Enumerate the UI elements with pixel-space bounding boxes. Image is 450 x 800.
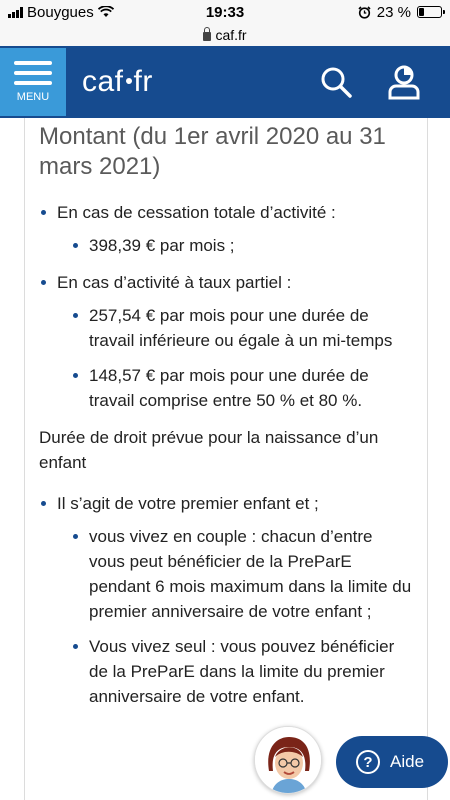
clock: 19:33: [205, 4, 245, 21]
page-title: Montant (du 1er avril 2020 au 31 mars 2021): [39, 123, 386, 180]
help-label: Aide: [390, 752, 425, 771]
menu-label: MENU: [16, 91, 50, 103]
url-domain: caf.fr: [215, 27, 247, 43]
account-button[interactable]: [386, 64, 422, 100]
battery-icon: [417, 6, 442, 18]
duration-list: [39, 491, 413, 709]
header-actions: [318, 46, 422, 118]
hamburger-icon: [14, 61, 52, 85]
assistant-avatar[interactable]: [254, 726, 322, 794]
question-icon: ?: [356, 750, 380, 774]
status-left: [8, 4, 114, 21]
list-item: Il s’agit de votre premier enfant et ; vous vivez en couple : chacun d’entre vous peut bénéficier de la PreParE pendant 6 mois maximum dans la limite du premier anniversaire de votre enfant ; Vous vivez seul : vous pouvez bénéficier de la PreParE dans la limite du premier anniversaire de votre enfant.: [39, 491, 413, 709]
list-item: 257,54 € par mois pour une durée de travail inférieure ou égale à un mi-temps: [67, 303, 413, 353]
alarm-icon: [358, 6, 371, 19]
search-button[interactable]: [318, 64, 354, 100]
search-icon: [319, 65, 353, 99]
page-content: [24, 118, 428, 800]
help-button[interactable]: [336, 736, 448, 788]
site-header: [0, 46, 450, 118]
wifi-icon: [98, 6, 114, 18]
signal-icon: [8, 7, 23, 18]
user-icon: [387, 64, 421, 100]
status-bar: [0, 0, 450, 24]
list-item: En cas de cessation totale d’activité : 398,39 € par mois ;: [39, 200, 413, 258]
carrier-label: Bouygues: [27, 3, 94, 21]
url-bar[interactable]: [0, 24, 450, 46]
battery-percent: 23 %: [376, 3, 411, 21]
list-item: 398,39 € par mois ;: [67, 233, 413, 258]
list-item: Vous vivez seul : vous pouvez bénéficier de la PreParE dans la limite du premier anniversaire de votre enfant.: [67, 634, 413, 709]
list-item: En cas d’activité à taux partiel : 257,54 € par mois pour une durée de travail inférieure ou égale à un mi-temps 148,57 € par mois pour une durée de travail comprise entre 50 % et 80 %.: [39, 270, 413, 413]
list-item: 148,57 € par mois pour une durée de travail comprise entre 50 % et 80 %.: [67, 363, 413, 413]
status-right: [358, 4, 442, 21]
amounts-list: [39, 200, 413, 413]
assistant-face-icon: [255, 727, 322, 794]
list-item: vous vivez en couple : chacun d’entre vous peut bénéficier de la PreParE pendant 6 mois maximum dans la limite du premier anniversaire de votre enfant ;: [67, 524, 413, 624]
site-logo[interactable]: caf fr: [82, 65, 153, 98]
duration-heading: Durée de droit prévue pour la naissance d’un enfant: [39, 428, 379, 472]
menu-button[interactable]: [0, 48, 66, 116]
lock-icon: [203, 32, 211, 41]
